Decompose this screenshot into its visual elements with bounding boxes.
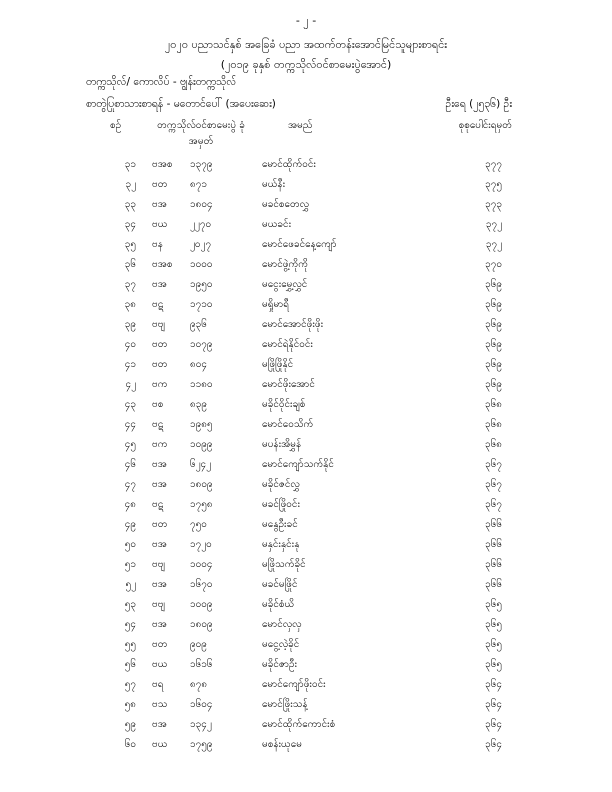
serial-no: ၃၈ — [124, 299, 136, 310]
serial-no: ၅၅ — [124, 639, 136, 650]
roll-code: ဗအ — [152, 539, 167, 550]
header-name: အမည် — [288, 120, 313, 131]
serial-no: ၅၄ — [124, 619, 136, 630]
student-name: မနွေဦးခင် — [262, 519, 298, 530]
total-mark: ၃၆၉ — [485, 299, 502, 310]
page-number: - ၂ - — [295, 14, 317, 27]
roll-number: ၁၆၁၆ — [190, 659, 213, 670]
roll-number: ၁၈၀၉ — [190, 479, 213, 490]
student-name: မစန်းယုမေ — [262, 739, 302, 750]
student-name: မခိုင်ဝိုင်းချစ် — [262, 399, 306, 410]
serial-no: ၃၁ — [124, 159, 136, 170]
roll-number: ၁၃၄၂ — [190, 719, 212, 730]
student-name: မောင်ထိုက်ကောင်းစံ — [262, 719, 336, 730]
total-mark: ၃၆၆ — [485, 579, 502, 590]
total-mark: ၃၆၈ — [485, 399, 502, 410]
table-row — [0, 295, 612, 315]
roll-number: ၈၀၄ — [190, 359, 207, 370]
serial-no: ၄၆ — [124, 459, 136, 470]
serial-no: ၅၈ — [124, 699, 136, 710]
roll-code: ဗအ — [152, 579, 167, 590]
total-mark: ၃၆၆ — [485, 519, 502, 530]
roll-code: ဗအ — [152, 619, 167, 630]
table-row — [0, 475, 612, 495]
serial-no: ၄၄ — [124, 419, 136, 430]
student-name: မောင်ထိုက်ဝင်း — [262, 159, 316, 170]
student-name: မခိုင်ဇင်လွှ — [262, 479, 300, 490]
table-row — [0, 375, 612, 395]
roll-number: ၁၆၀၄ — [190, 699, 213, 710]
serial-no: ၅၂ — [125, 579, 136, 590]
roll-number: ၉၃၆ — [190, 319, 207, 330]
table-row — [0, 215, 612, 235]
roll-number: ၁၀၀၀ — [190, 259, 213, 270]
roll-code: ဗတ — [152, 359, 168, 370]
student-name: မောင်ကျော်ဖိုးဝင်း — [262, 679, 326, 690]
roll-code: ဗရ — [152, 679, 164, 690]
student-name: မနှင်းနှင်းနု — [262, 539, 300, 550]
total-mark: ၃၆၄ — [485, 739, 502, 750]
table-row — [0, 555, 612, 575]
document-title: ၂၀၂၀ ပညာသင်နှစ် အခြေခံ ပညာ အထက်တန်းအောင်မြင်သူများစာရင်း — [164, 38, 448, 51]
total-mark: ၃၇၇ — [485, 159, 502, 170]
total-mark: ၃၇၅ — [485, 179, 502, 190]
roll-number: ၁၉၅၀ — [190, 279, 213, 290]
roll-code: ဗတ — [152, 339, 168, 350]
roll-number: ၇၅၀ — [190, 519, 207, 530]
table-row — [0, 535, 612, 555]
roll-number: ၁၇၁၀ — [190, 299, 213, 310]
table-row — [0, 195, 612, 215]
student-name: မောင်ဖွဲ့ကိုကို — [262, 259, 309, 270]
roll-code: ဗစ — [152, 399, 164, 410]
serial-no: ၄၃ — [124, 399, 136, 410]
serial-no: ၄၂ — [125, 379, 136, 390]
student-name: မခိုင်ဇာဦး — [262, 659, 298, 670]
total-mark: ၃၆၈ — [485, 439, 502, 450]
student-name: မငွေးမွှေ့လွှင် — [262, 279, 308, 290]
total-mark: ၃၆၆ — [485, 539, 502, 550]
table-row — [0, 695, 612, 715]
table-row — [0, 675, 612, 695]
roll-code: ဗအ — [152, 459, 167, 470]
roll-number: ၁၀၇၉ — [190, 339, 213, 350]
roll-code: ဗဋ — [152, 419, 164, 430]
student-name: မောင်အောင်ဖိုးဖိုး — [262, 319, 324, 330]
total-mark: ၃၆၆ — [485, 559, 502, 570]
roll-code: ဗဋ — [152, 299, 164, 310]
roll-code: ဗတ — [152, 179, 168, 190]
serial-no: ၅၀ — [124, 539, 136, 550]
roll-number: ၁၈၀၉ — [190, 619, 213, 630]
table-row — [0, 435, 612, 455]
student-name: မောင်ရဲနိုင်ဝင်း — [262, 339, 313, 350]
total-mark: ၃၆၇ — [485, 499, 502, 510]
serial-no: ၄၇ — [124, 479, 136, 490]
total-mark: ၃၆၇ — [485, 479, 502, 490]
roll-code: ဗသ — [152, 699, 168, 710]
roll-number: ၁၇၅၈ — [190, 499, 213, 510]
roll-code: ဗယ — [152, 659, 168, 670]
student-name: မောင်ဝေသိက် — [262, 419, 314, 430]
serial-no: ၄၈ — [124, 499, 136, 510]
table-row — [0, 595, 612, 615]
table-row — [0, 335, 612, 355]
student-name: မောင်ကျော်သက်နိုင် — [262, 459, 334, 470]
serial-no: ၄၅ — [124, 439, 136, 450]
serial-no: ၄၀ — [124, 339, 136, 350]
university-label: တက္ကသိုလ်/ ကောလိပ် - ဗျွန်းတက္ကသိုလ် — [86, 76, 237, 88]
roll-number: ၁၀၀၄ — [190, 559, 213, 570]
roll-number: ၆၂၄၂ — [190, 459, 212, 470]
roll-number: ၁၉၈၅ — [190, 419, 213, 430]
table-row — [0, 455, 612, 475]
total-mark: ၃၆၅ — [485, 599, 502, 610]
serial-no: ၅၉ — [124, 719, 136, 730]
total-mark: ၃၆၉ — [485, 359, 502, 370]
student-name: မဖြိုဖြိုနိုင် — [262, 359, 294, 370]
serial-no: ၃၃ — [124, 199, 136, 210]
roll-code: ဗဗျ — [152, 319, 166, 330]
roll-number: ၁၃၇၉ — [190, 159, 213, 170]
serial-no: ၃၇ — [124, 279, 136, 290]
total-mark: ၃၆၈ — [485, 419, 502, 430]
table-row — [0, 715, 612, 735]
total-mark: ၃၇၃ — [485, 199, 502, 210]
table-row — [0, 355, 612, 375]
total-mark: ၃၇၀ — [485, 259, 502, 270]
student-name: မဖြိုသက်ခိုင် — [262, 559, 306, 570]
roll-code: ဗအစ — [152, 259, 173, 270]
serial-no: ၅၃ — [124, 599, 136, 610]
roll-code: ဗဗျ — [152, 599, 166, 610]
roll-number: ၁၇၂၀ — [190, 539, 212, 550]
total-mark: ၃၆၉ — [485, 379, 502, 390]
roll-code: ဗန — [152, 239, 163, 250]
serial-no: ၃၂ — [125, 179, 136, 190]
roll-code: ဗအ — [152, 199, 167, 210]
roll-code: ဗယ — [152, 219, 168, 230]
table-row — [0, 275, 612, 295]
total-mark: ၃၆၉ — [485, 279, 502, 290]
roll-number: ၂၂၇၀ — [190, 219, 212, 230]
roll-number: ၈၇၈ — [190, 679, 208, 690]
table-row — [0, 635, 612, 655]
roll-code: ဗယ — [152, 739, 168, 750]
student-name: မောင်ဖိုးအောင် — [262, 379, 315, 390]
total-mark: ၃၆၇ — [485, 459, 502, 470]
table-row — [0, 415, 612, 435]
subject-label: စာတွဲပြုစာသားစာရန် - မတောင်ပေါ် (အပေးဆေး) — [86, 98, 276, 110]
student-name: မခင်ဖြိုဝင်း — [262, 499, 300, 510]
roll-number: ၁၀၉၉ — [190, 439, 213, 450]
table-row — [0, 255, 612, 275]
roll-number: ၈၃၉ — [190, 399, 207, 410]
results-table — [0, 155, 612, 755]
roll-number: ၁၆၇၀ — [190, 579, 213, 590]
serial-no: ၅၁ — [124, 559, 136, 570]
roll-code: ဗအစ — [152, 159, 173, 170]
table-row — [0, 315, 612, 335]
roll-number: ၁၀၀၉ — [190, 599, 213, 610]
student-name: မယခင်း — [262, 219, 292, 230]
roll-number: ၈၇၁ — [190, 179, 207, 190]
roll-number: ၁၁၈၀ — [190, 379, 213, 390]
table-row — [0, 495, 612, 515]
table-row — [0, 175, 612, 195]
student-name: မယ်နီး — [262, 179, 286, 190]
header-serial-no: စဉ် — [110, 120, 122, 131]
roll-code: ဗတ — [152, 519, 168, 530]
total-mark: ၃၆၉ — [485, 339, 502, 350]
total-mark: ၃၆၄ — [485, 679, 502, 690]
serial-no: ၅၇ — [124, 679, 136, 690]
total-mark: ၃၆၅ — [485, 639, 502, 650]
roll-code: ဗအ — [152, 479, 167, 490]
roll-number: ၁၈၀၄ — [190, 199, 213, 210]
total-mark: ၃၆၉ — [485, 319, 502, 330]
roll-code: ဗအ — [152, 719, 167, 730]
student-name: မငွေ့လဲ့ခိုင် — [262, 639, 300, 650]
serial-no: ၅၆ — [124, 659, 136, 670]
roll-code: ဗတ — [152, 639, 168, 650]
total-mark: ၃၆၅ — [485, 619, 502, 630]
table-row — [0, 615, 612, 635]
student-name: မောင်ဖြိုးသန့် — [262, 699, 308, 710]
student-name: မပန်းအိမွှန် — [262, 439, 302, 450]
header-roll-number: တက္ကသိုလ်ဝင်စာမေးပွဲ ခုံအမှတ် — [157, 120, 245, 147]
serial-no: ၃၉ — [124, 319, 136, 330]
student-name: မခိုင်စံယိ — [262, 599, 295, 610]
table-row — [0, 735, 612, 755]
header-total-mark: စုစုပေါင်းရမှတ် — [458, 120, 512, 131]
total-mark: ၃၆၅ — [485, 659, 502, 670]
student-name: မရှိုမာရီ — [262, 299, 290, 310]
student-name: မခင်စတေလွှ — [262, 199, 310, 210]
roll-code: ဗဋ — [152, 499, 164, 510]
total-count: ဦးရေ (၂၅၃၆) ဦး — [445, 98, 512, 110]
roll-number: ၉၀၉ — [190, 639, 207, 650]
student-name: မခင်မဖြိုင် — [262, 579, 298, 590]
serial-no: ၄၉ — [124, 519, 136, 530]
table-row — [0, 575, 612, 595]
roll-code: ဗက — [152, 379, 168, 390]
table-row — [0, 395, 612, 415]
serial-no: ၃၅ — [124, 239, 136, 250]
serial-no: ၃၄ — [124, 219, 136, 230]
document-subtitle: (၂၀၁၉ ခုနှစ် တက္ကသိုလ်ဝင်စာမေးပွဲအောင်) — [220, 58, 392, 71]
student-name: မောင်ဖေခင်နေ့ကျော် — [262, 239, 337, 250]
table-row — [0, 235, 612, 255]
roll-code: ဗအ — [152, 279, 167, 290]
serial-no: ၆၀ — [124, 739, 136, 750]
serial-no: ၄၁ — [124, 359, 136, 370]
roll-code: ဗက — [152, 439, 168, 450]
serial-no: ၃၆ — [124, 259, 136, 270]
total-mark: ၃၆၄ — [485, 699, 502, 710]
student-name: မောင်လှလှ — [262, 619, 302, 630]
roll-code: ဗဗျ — [152, 559, 166, 570]
table-row — [0, 155, 612, 175]
total-mark: ၃၆၄ — [485, 719, 502, 730]
table-row — [0, 655, 612, 675]
total-mark: ၃၇၂ — [485, 239, 502, 250]
roll-number: ၂၀၂၇ — [190, 239, 212, 250]
total-mark: ၃၇၂ — [485, 219, 502, 230]
table-row — [0, 515, 612, 535]
roll-number: ၁၇၅၉ — [190, 739, 213, 750]
